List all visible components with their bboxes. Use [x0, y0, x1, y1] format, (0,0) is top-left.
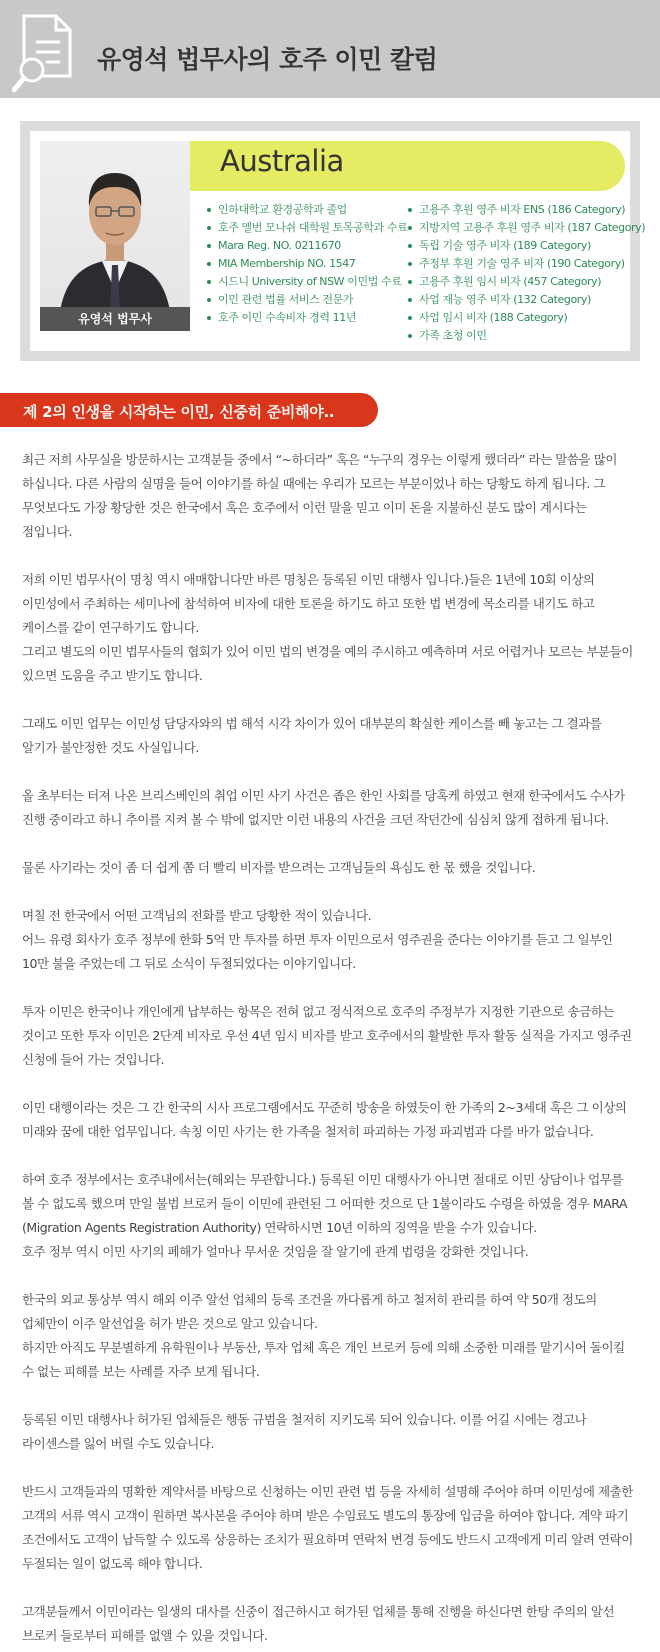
paragraph-gap: [22, 880, 638, 904]
paragraph-gap: [22, 1384, 638, 1408]
paragraph: 그래도 이민 업무는 이민성 담당자와의 법 해석 시각 차이가 있어 대부분의 확실한 케이스를 빼 놓고는 그 결과를 알기가 불안정한 것도 사실입니다.: [22, 716, 602, 755]
section-title: 제 2의 인생을 시작하는 이민, 신중히 준비해야..: [23, 403, 335, 421]
paragraph: 올 초부터는 터져 나온 브리스베인의 취업 이민 사기 사건은 좁은 한인 사회를 당혹케 하였고 현재 한국에서도 수사가 진행 중이라고 하니 추이를 지켜 볼 수 밖에 없지만 이런 내용의 사건을 크던 작던간에 심심치 않게 접하게 됩니다.: [22, 788, 625, 827]
list-item: 사업 재능 영주 비자 (132 Category): [407, 291, 645, 309]
list-item: MIA Membership NO. 1547: [206, 255, 407, 273]
author-photo: [40, 141, 190, 331]
page-title: 유영석 법무사의 호주 이민 칼럼: [97, 45, 438, 74]
paragraph: 그리고 별도의 이민 법무사들의 협회가 있어 이민 법의 변경을 예의 주시하고 예측하며 서로 어렵거나 모르는 부분들이 있으면 도움을 주고 받기도 합니다.: [22, 644, 633, 683]
section-title-bar: [0, 393, 378, 427]
list-item: Mara Reg. NO. 0211670: [206, 237, 407, 255]
paragraph-gap: [22, 688, 638, 712]
list-item: 호주 이민 수속비자 경력 11년: [206, 309, 407, 327]
visa-services-list: [407, 201, 645, 345]
list-item: 지방지역 고용주 후원 영주 비자 (187 Category): [407, 219, 645, 237]
list-item: 시드니 University of NSW 이민법 수료: [206, 273, 407, 291]
paragraph: 물론 사기라는 것이 좀 더 쉽게 쫌 더 빨리 비자를 받으려는 고객님들의 욕심도 한 몫 했을 것입니다.: [22, 860, 536, 875]
paragraph: 등록된 이민 대행사나 허가된 업체들은 행동 규범을 철저히 지키도록 되어 있습니다. 이를 어길 시에는 경고나 라이센스를 잃어 버릴 수도 있습니다.: [22, 1412, 587, 1451]
list-item: 고용주 후원 영주 비자 ENS (186 Category): [407, 201, 645, 219]
list-item: 인하대학교 환경공학과 졸업: [206, 201, 407, 219]
profile-card-inner: [30, 131, 646, 351]
article-body: [22, 448, 638, 1648]
country-banner-text: Australia: [220, 144, 344, 178]
paragraph-gap: [22, 1456, 638, 1480]
paragraph: 최근 저희 사무실을 방문하시는 고객분들 중에서 “~하더라” 혹은 “누구의 경우는 이렇게 했더라” 라는 말씀을 많이 하십니다. 다른 사람의 실명을 들어 이야기를 하실 때에는 우리가 모르는 부분이었나 하는 당황도 하게 됩니다. 그 무엇보다도 가장 황당한 것은 한국에서 혹은 호주에서 이런 말을 믿고 이미 돈을 지불하신 분도 많이 계시다는 점입니다.: [22, 452, 617, 539]
paragraph-gap: [22, 1144, 638, 1168]
paragraph-gap: [22, 976, 638, 1000]
list-item: 가족 초청 이민: [407, 327, 645, 345]
list-item: 호주 멜번 모나쉬 대학원 토목공학과 수료: [206, 219, 407, 237]
credentials-list: [206, 201, 407, 327]
paragraph: 반드시 고객들과의 명확한 계약서를 바탕으로 신청하는 이민 관련 법 등을 자세히 설명해 주어야 하며 이민성에 제출한 고객의 서류 역시 고객이 원하면 복사본을 주어야 하며 받은 수임료도 별도의 통장에 입금을 하여야 합니다. 계약 파기 조건에서도 고객이 납득할 수 있도록 상응하는 조치가 필요하며 연락처 변경 등에도 반드시 고객에게 미리 알려 연락이 두절되는 일이 없도록 해야 합니다.: [22, 1484, 633, 1571]
paragraph-gap: [22, 544, 638, 568]
list-item: 고용주 후원 임시 비자 (457 Category): [407, 273, 645, 291]
paragraph: 하지만 아직도 무분별하게 유학원이나 부동산, 투자 업체 혹은 개인 브로커 등에 의해 소중한 미래를 맡기시어 돌이킬 수 없는 피해를 보는 사례를 자주 보게 됩니다.: [22, 1340, 625, 1379]
paragraph-gap: [22, 1264, 638, 1288]
paragraph: 며칠 전 한국에서 어떤 고객님의 전화를 받고 당황한 적이 있습니다.: [22, 908, 372, 923]
paragraph: 고객분들께서 이민이라는 일생의 대사를 신중이 접근하시고 허가된 업체를 통해 진행을 하신다면 한탕 주의의 알선 브로커 들로부터 피해를 없앨 수 있을 것입니다.: [22, 1604, 615, 1643]
profile-card: [20, 121, 646, 361]
list-item: 주정부 후원 기술 영주 비자 (190 Category): [407, 255, 645, 273]
paragraph-gap: [22, 1576, 638, 1600]
paragraph-gap: [22, 760, 638, 784]
paragraph: 투자 이민은 한국이나 개인에게 납부하는 항목은 전혀 없고 정식적으로 호주의 주정부가 지정한 기관으로 송금하는 것이고 또한 투자 이민은 2단계 비자로 우선 4년 임시 비자를 받고 호주에서의 활발한 투자 활동 실적을 가지고 영주권 신청에 들어 가는 것입니다.: [22, 1004, 632, 1067]
paragraph-gap: [22, 1072, 638, 1096]
paragraph: 이민 대행이라는 것은 그 간 한국의 시사 프로그램에서도 꾸준히 방송을 하였듯이 한 가족의 2~3세대 혹은 그 이상의 미래와 꿈에 대한 업무입니다. 속칭 이민 사기는 한 가족을 철저히 파괴하는 가정 파괴범과 다를 바가 없습니다.: [22, 1100, 627, 1139]
paragraph: 한국의 외교 통상부 역시 해외 이주 알선 업체의 등록 조건을 까다롭게 하고 철저히 관리를 하여 약 50개 정도의 업체만이 이주 알선업을 허가 받은 것으로 알고 있습니다.: [22, 1292, 597, 1331]
author-portrait-illustration: [40, 141, 190, 331]
paragraph: 어느 유령 회사가 호주 정부에 한화 5억 만 투자를 하면 투자 이민으로서 영주권을 준다는 이야기를 듣고 그 일부인 10만 불을 주었는데 그 뒤로 소식이 두절되었다는 이야기입니다.: [22, 932, 613, 971]
paragraph: 하여 호주 정부에서는 호주내에서는(해외는 무관합니다.) 등록된 이민 대행사가 아니면 절대로 이민 상담이나 업무를 볼 수 없도록 했으며 만일 불법 브로커 들이 이민에 관련된 그 어떠한 것으로 단 1불이라도 수령을 하였을 경우 MARA (Migration Agents Registration Authority) 연락하시면 10년 이하의 징역을 받을 수가 있습니다.: [22, 1172, 628, 1235]
list-item: 이민 관련 법률 서비스 전문가: [206, 291, 407, 309]
list-item: 사업 임시 비자 (188 Category): [407, 309, 645, 327]
list-item: 독립 기술 영주 비자 (189 Category): [407, 237, 645, 255]
paragraph: 저희 이민 법무사(이 명칭 역시 애매합니다만 바른 명칭은 등록된 이민 대행사 입니다.)들은 1년에 10회 이상의 이민성에서 주최하는 세미나에 참석하여 비자에 대한 토론을 하기도 하고 또한 법 변경에 목소리를 내기도 하고 케이스를 같이 연구하기도 합니다.: [22, 572, 595, 635]
author-photo-caption: 유영석 법무사: [40, 307, 190, 331]
paragraph-gap: [22, 832, 638, 856]
column-header: [0, 0, 660, 98]
paragraph: 호주 정부 역시 이민 사기의 폐해가 얼마나 무서운 것임을 잘 알기에 관계 법령을 강화한 것입니다.: [22, 1244, 529, 1259]
document-search-icon: [12, 14, 76, 96]
